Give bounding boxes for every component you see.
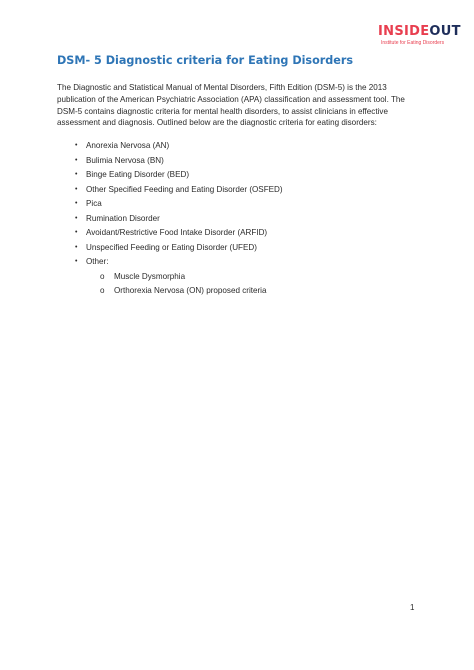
bullet-icon: • [75, 171, 78, 178]
logo-wordmark [378, 24, 461, 39]
list-item-label: Other Specified Feeding and Eating Disorder (OSFED) [86, 184, 283, 194]
bullet-icon: • [75, 185, 78, 193]
bullet-icon: • [75, 200, 78, 207]
logo-word-inside: INSIDE [378, 24, 430, 39]
list-item-label: Avoidant/Restrictive Food Intake Disorder (ARFID) [86, 228, 268, 237]
intro-paragraph: The Diagnostic and Statistical Manual of Mental Disorders, Fifth Edition (DSM-5) is the 2013 publication of the American Psychiatric Association (APA) classification and assessment tool. The DSM-5 contains diagnostic criteria for mental health disorders, to assist clinicians in effective assessment and diagnosis. Outlined below are the diagnostic criteria for eating disorders: [57, 83, 405, 128]
bullet-icon: • [75, 229, 78, 236]
sub-bullet-icon: o [100, 286, 105, 295]
sub-list-item-label: Orthorexia Nervosa (ON) proposed criteria [114, 286, 267, 295]
bullet-icon: • [75, 243, 78, 251]
list-item-label: Unspecified Feeding or Eating Disorder (UFED) [86, 242, 257, 252]
sub-bullet-icon: o [100, 271, 105, 281]
page-title: DSM- 5 Diagnostic criteria for Eating Disorders [57, 54, 354, 67]
list-item-label: Bulimia Nervosa (BN) [86, 155, 164, 165]
list-item-label: Pica [86, 199, 102, 208]
list-item-label: Other: [86, 257, 109, 266]
bullet-icon: • [75, 156, 78, 164]
bullet-icon: • [75, 258, 78, 265]
list-item-label: Rumination Disorder [86, 213, 160, 223]
logo-word-out: OUT [429, 24, 461, 39]
sub-list-item-label: Muscle Dysmorphia [114, 271, 186, 281]
logo-tagline: Institute for Eating Disorders [381, 40, 445, 46]
list-item-label: Anorexia Nervosa (AN) [86, 141, 170, 150]
bullet-icon: • [75, 214, 78, 222]
inside-out-logo [374, 24, 461, 50]
bullet-icon: • [75, 142, 78, 149]
page-number: 1 [410, 603, 415, 612]
list-item-label: Binge Eating Disorder (BED) [86, 170, 190, 179]
